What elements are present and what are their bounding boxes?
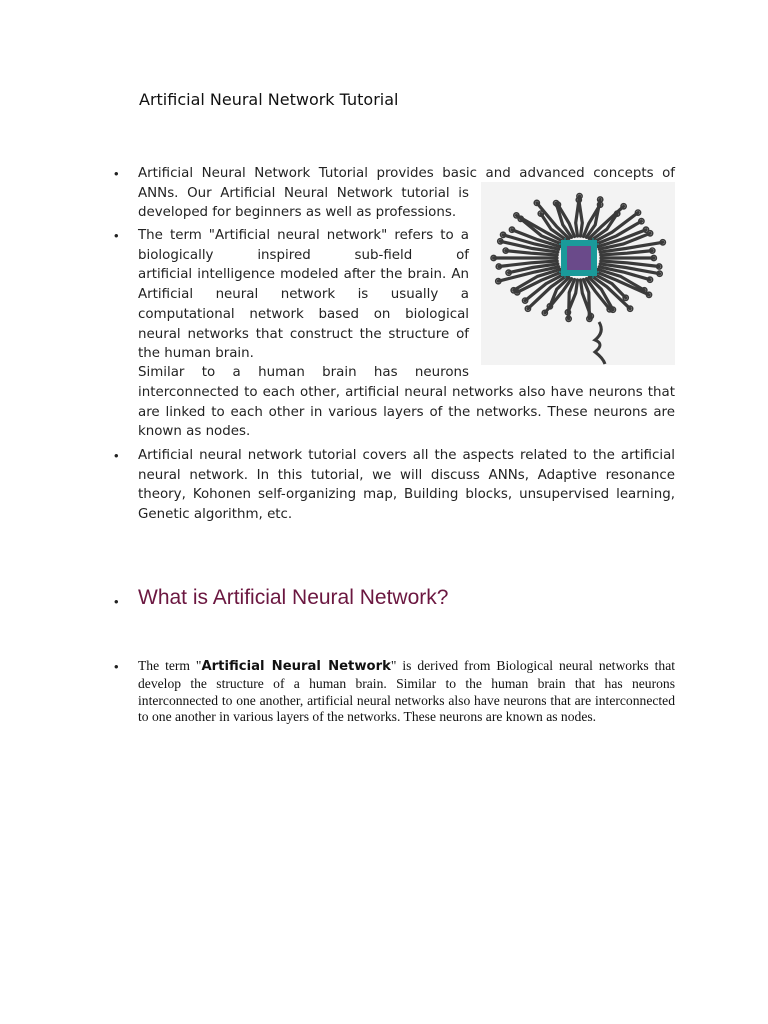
para1-line-1: Artificial Neural Network Tutorial provides basic and advanced concepts of xyxy=(138,166,675,181)
para5-prefix: The term " xyxy=(138,658,202,673)
brain-circuit-figure xyxy=(481,182,675,365)
para2-line-1: The term "Artificial neural network" refers to a xyxy=(138,228,469,243)
para2-line-5: computational network based on biological xyxy=(138,306,469,322)
para1-line-2: ANNs. Our Artificial Neural Network tutorial is xyxy=(138,185,469,201)
para2-line-6: neural networks that construct the structure of xyxy=(138,326,469,342)
definition-paragraph xyxy=(138,658,675,726)
brain-circuit-icon xyxy=(481,182,675,365)
intro-paragraph-4: Artificial neural network tutorial covers all the aspects related to the artificial neural network. In this tutorial, we will discuss ANNs, Adaptive resonance theory, Kohonen self-organizing map, Building blocks, unsupervised learning, Genetic algorithm, etc. xyxy=(138,448,675,523)
para3-first-text: Similar to a human brain has neurons xyxy=(138,365,469,380)
para5-bold-term: Artificial Neural Network xyxy=(201,659,391,674)
para5-suffix: " is derived from Biological neural networks that develop the structure of a human brain. Similar to the human brain that has neurons interconnected to one another, artificial neural networks also have neurons that are interconnected to one another in various layers of the networks. These neurons are known as nodes. xyxy=(138,658,675,725)
para3-rest: interconnected to each other, artificial neural networks also have neurons that are linked to each other in various layers of the networks. These neurons are known as nodes. xyxy=(138,385,675,440)
para2-line-3: artificial intelligence modeled after the brain. An xyxy=(138,267,469,283)
para1-line-3: developed for beginners as well as professions. xyxy=(138,205,457,221)
para2-line-4: Artificial neural network is usually a xyxy=(138,287,469,303)
bullet-1: • xyxy=(114,166,119,181)
section-heading: What is Artificial Neural Network? xyxy=(138,586,449,609)
para2-line-7: the human brain. xyxy=(138,346,254,362)
bullet-heading: • xyxy=(114,594,119,609)
bullet-2: • xyxy=(114,228,119,243)
para2-line-2: biologically inspired sub-field of xyxy=(138,247,469,263)
bullet-4: • xyxy=(114,448,119,463)
intro-paragraph-2 xyxy=(138,226,469,364)
document-title: Artificial Neural Network Tutorial xyxy=(139,90,399,109)
bullet-5: • xyxy=(114,659,119,674)
para3-first-line xyxy=(138,363,469,383)
